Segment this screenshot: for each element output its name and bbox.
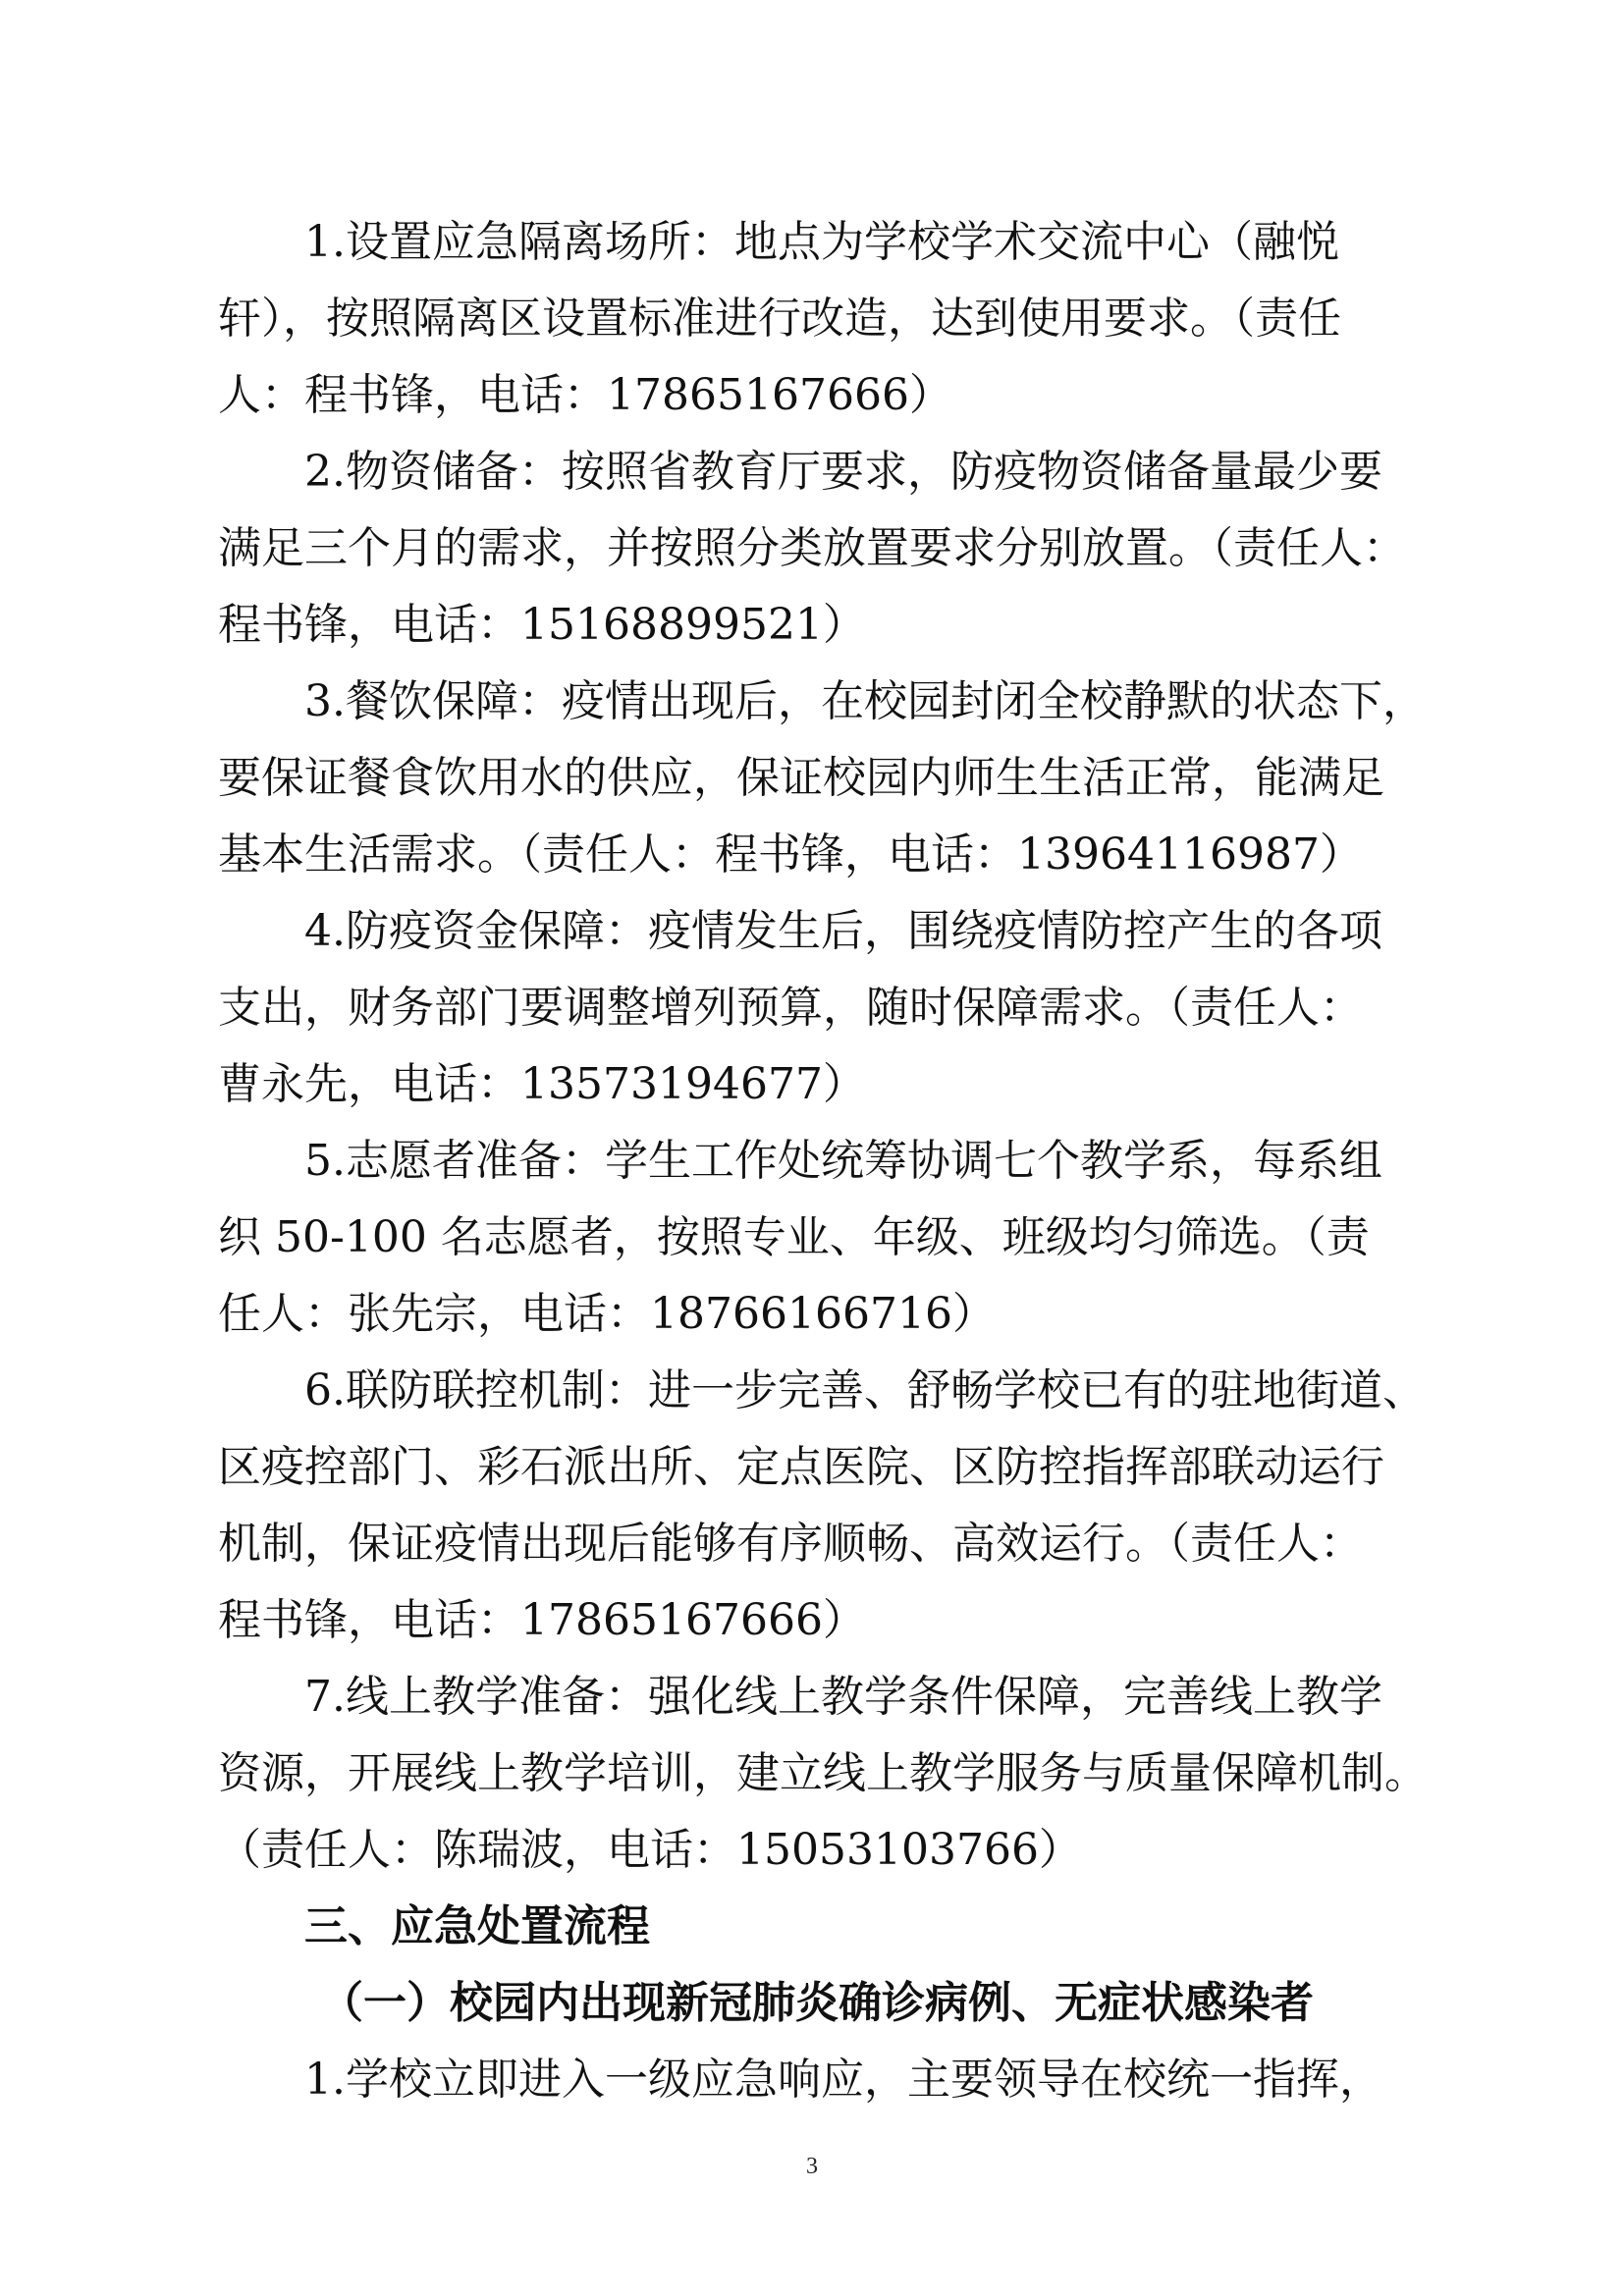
section-heading: 三、应急处置流程 — [304, 1901, 650, 1951]
paragraph-line: 基本生活需求。（责任人：程书锋，电话：13964116987） — [218, 829, 1363, 880]
paragraph-line: 7.线上教学准备：强化线上教学条件保障，完善线上教学 — [304, 1672, 1382, 1722]
paragraph-line: 机制，保证疫情出现后能够有序顺畅、高效运行。（责任人： — [218, 1519, 1363, 1569]
subsection-heading: （一）校园内出现新冠肺炎确诊病例、无症状感染者 — [320, 1978, 1314, 2028]
paragraph-line: 6.联防联控机制：进一步完善、舒畅学校已有的驻地街道、 — [304, 1365, 1426, 1415]
paragraph-line: 要保证餐食饮用水的供应，保证校园内师生生活正常，能满足 — [218, 753, 1384, 803]
paragraph-line: 织 50-100 名志愿者，按照专业、年级、班级均匀筛选。（责 — [218, 1212, 1370, 1262]
paragraph-line: 1.设置应急隔离场所：地点为学校学术交流中心（融悦 — [304, 217, 1339, 267]
paragraph-line: （责任人：陈瑞波，电话：15053103766） — [218, 1825, 1082, 1875]
paragraph-line: 区疫控部门、彩石派出所、定点医院、区防控指挥部联动运行 — [218, 1442, 1384, 1492]
paragraph-line: 资源，开展线上教学培训，建立线上教学服务与质量保障机制。 — [218, 1748, 1428, 1798]
paragraph-line: 程书锋，电话：15168899521） — [218, 600, 866, 650]
paragraph-line: 5.志愿者准备：学生工作处统筹协调七个教学系，每系组 — [304, 1136, 1382, 1186]
page-number: 3 — [806, 2154, 818, 2179]
paragraph-line: 4.防疫资金保障：疫情发生后，围绕疫情防控产生的各项 — [304, 906, 1382, 956]
paragraph-line: 1.学校立即进入一级应急响应，主要领导在校统一指挥， — [304, 2055, 1382, 2105]
paragraph-line: 轩），按照隔离区设置标准进行改造，达到使用要求。（责任 — [218, 294, 1341, 344]
paragraph-line: 程书锋，电话：17865167666） — [218, 1595, 866, 1645]
paragraph-line: 人：程书锋，电话：17865167666） — [218, 370, 952, 420]
paragraph-line: 任人：张先宗，电话：18766166716） — [218, 1289, 996, 1339]
paragraph-line: 3.餐饮保障：疫情出现后，在校园封闭全校静默的状态下， — [304, 676, 1426, 726]
paragraph-line: 支出，财务部门要调整增列预算，随时保障需求。（责任人： — [218, 983, 1363, 1033]
paragraph-line: 曹永先，电话：13573194677） — [218, 1059, 866, 1109]
paragraph-line: 2.物资储备：按照省教育厅要求，防疫物资储备量最少要 — [304, 447, 1382, 497]
paragraph-line: 满足三个月的需求，并按照分类放置要求分别放置。（责任人： — [218, 523, 1406, 573]
